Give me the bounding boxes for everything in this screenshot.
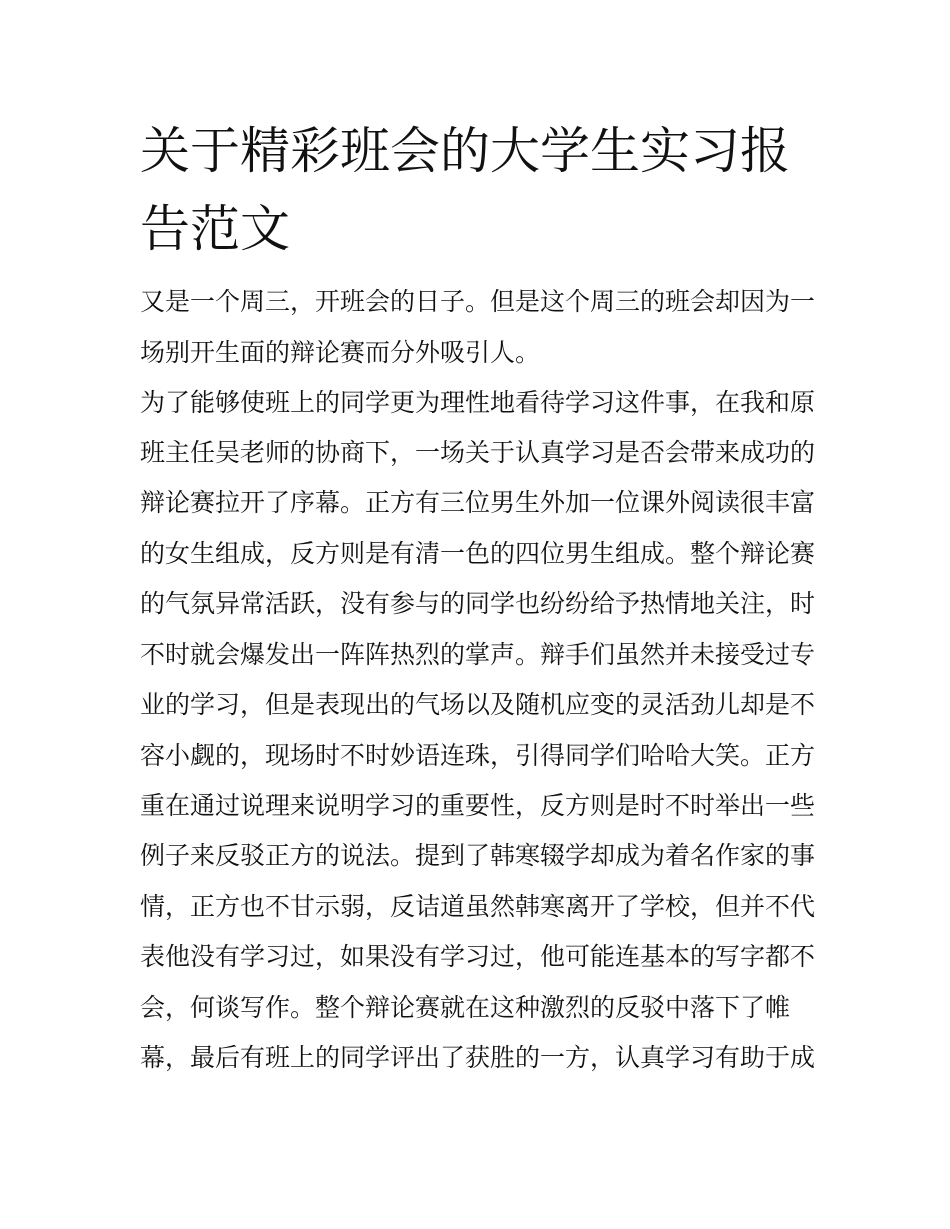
body-line: 辩论赛拉开了序幕。正方有三位男生外加一位课外阅读很丰富 (140, 488, 816, 517)
body-line: 不时就会爆发出一阵阵热烈的掌声。辩手们虽然并未接受过专 (140, 640, 816, 669)
body-line: 重在通过说理来说明学习的重要性，反方则是时不时举出一些 (140, 791, 816, 820)
body-line: 表他没有学习过，如果没有学习过，他可能连基本的写字都不 (140, 942, 816, 971)
body-line: 场别开生面的辩论赛而分外吸引人。 (140, 338, 541, 367)
document-title (140, 112, 820, 268)
body-line: 的女生组成，反方则是有清一色的四位男生组成。整个辩论赛 (140, 539, 816, 568)
body-line: 为了能够使班上的同学更为理性地看待学习这件事，在我和原 (140, 388, 816, 417)
body-line: 业的学习，但是表现出的气场以及随机应变的灵活劲儿却是不 (140, 690, 816, 719)
body-line: 容小觑的，现场时不时妙语连珠，引得同学们哈哈大笑。正方 (140, 741, 816, 770)
title-line: 关于精彩班会的大学生实习报 (140, 122, 790, 180)
body-line: 例子来反驳正方的说法。提到了韩寒辍学却成为着名作家的事 (140, 841, 816, 870)
body-line: 的气氛异常活跃，没有参与的同学也纷纷给予热情地关注，时 (140, 589, 816, 618)
body-line: 幕，最后有班上的同学评出了获胜的一方，认真学习有助于成 (140, 1043, 816, 1072)
body-line: 又是一个周三，开班会的日子。但是这个周三的班会却因为一 (140, 287, 816, 316)
body-line: 班主任吴老师的协商下，一场关于认真学习是否会带来成功的 (140, 438, 816, 467)
title-line: 告范文 (140, 200, 290, 258)
body-line: 会，何谈写作。整个辩论赛就在这种激烈的反驳中落下了帷 (140, 993, 791, 1022)
body-line: 情，正方也不甘示弱，反诘道虽然韩寒离开了学校，但并不代 (140, 892, 816, 921)
